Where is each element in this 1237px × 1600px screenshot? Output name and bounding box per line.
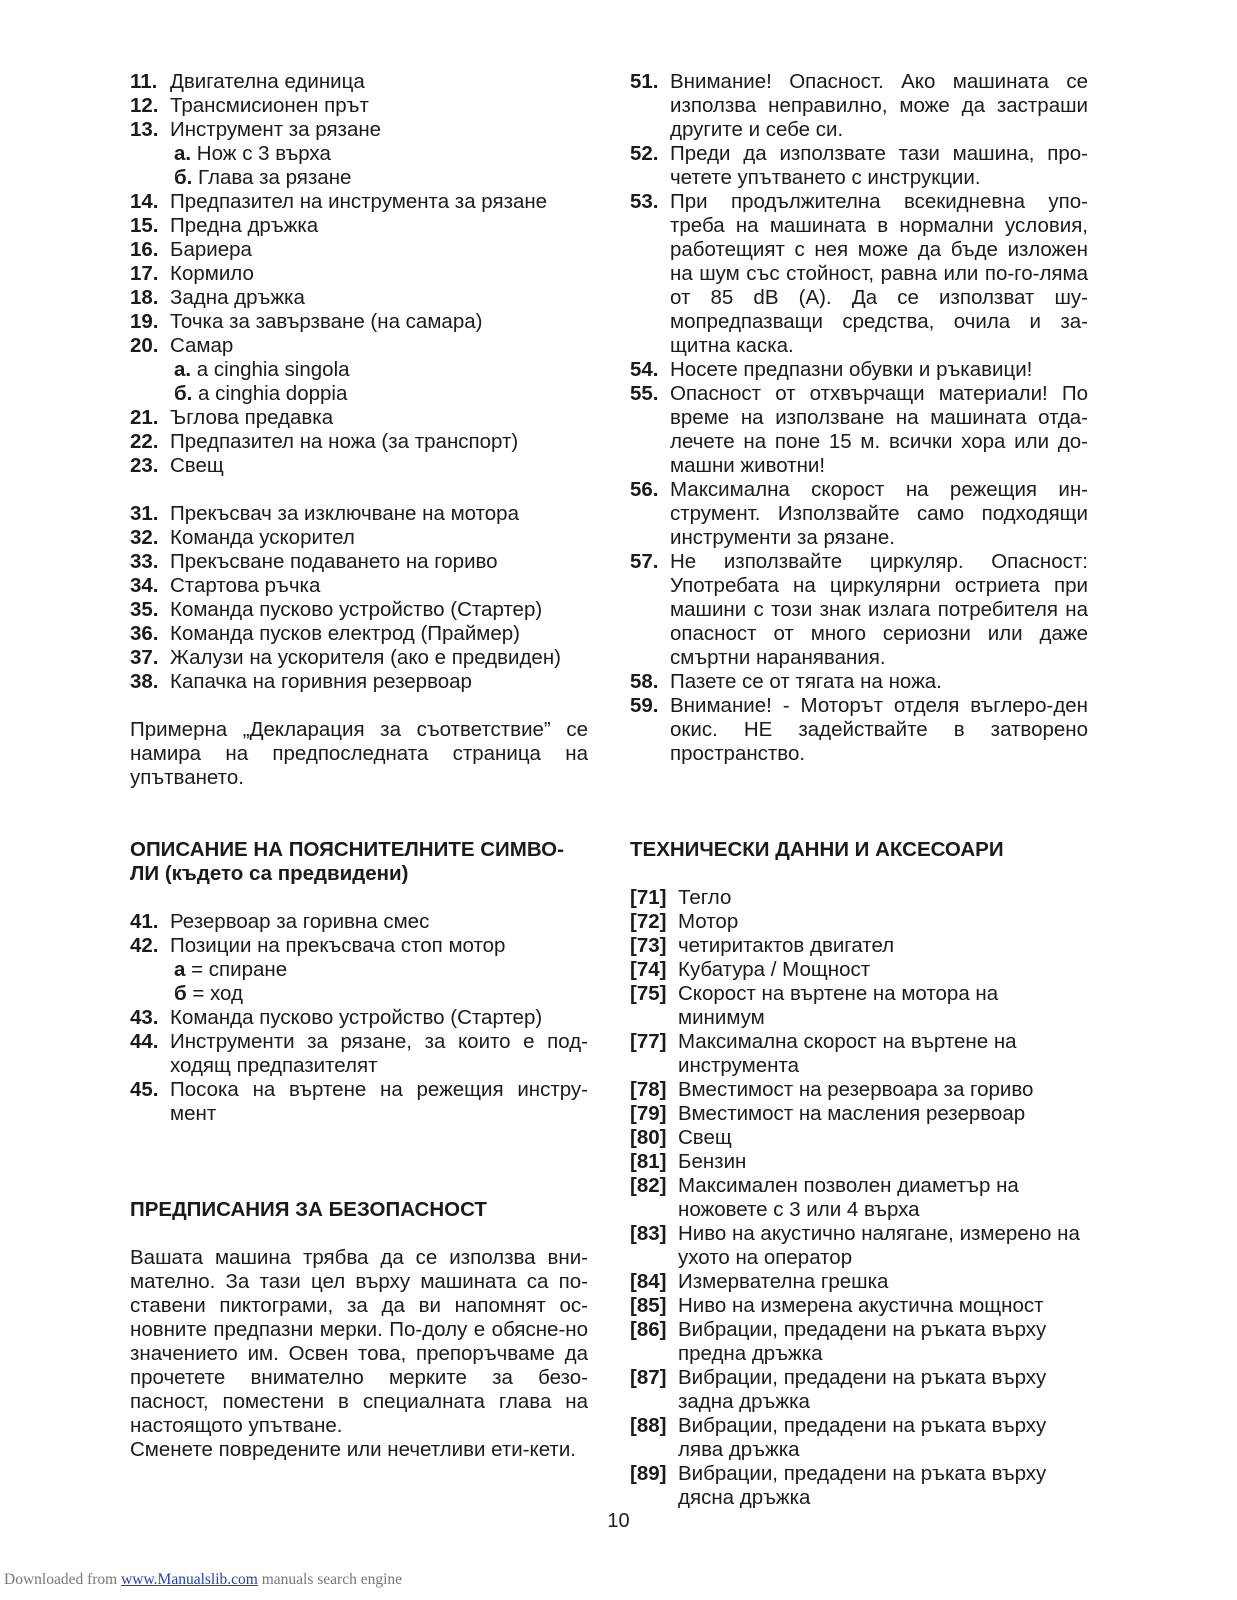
- parts-list-a: [130, 70, 588, 478]
- item-number: 16.: [130, 238, 159, 261]
- list-item: [630, 478, 1088, 550]
- sub-item: [130, 982, 588, 1006]
- item-number: [73]: [630, 934, 667, 957]
- sub-item-mark: б.: [174, 382, 193, 405]
- safety-heading: ПРЕДПИСАНИЯ ЗА БЕЗОПАСНОСТ: [130, 1198, 487, 1221]
- list-item: [130, 1006, 588, 1030]
- list-item: [630, 358, 1088, 382]
- list-item: [130, 118, 588, 142]
- list-item: [630, 1270, 1088, 1294]
- item-text: Вибрации, предадени на ръката върху предна дръжка: [678, 1318, 1047, 1365]
- item-number: [81]: [630, 1150, 667, 1173]
- list-item: [630, 1318, 1088, 1366]
- item-number: 13.: [130, 118, 159, 141]
- list-item: [630, 910, 1088, 934]
- item-text: Максимална скорост на въртене на инструмента: [678, 1030, 1017, 1077]
- item-text: Кормило: [170, 262, 254, 285]
- declaration-text: Примерна „Декларация за съответствие” се намира на предпоследната страница на упътването.: [130, 718, 588, 789]
- item-number: 38.: [130, 670, 159, 693]
- item-number: 21.: [130, 406, 159, 429]
- list-item: [630, 934, 1088, 958]
- footer-suffix: manuals search engine: [257, 1571, 403, 1588]
- item-number: [80]: [630, 1126, 667, 1149]
- list-item: [130, 934, 588, 958]
- item-text: Задна дръжка: [170, 286, 305, 309]
- item-text: Инструменти за рязане, за които е под-ходящ предпазителят: [170, 1030, 588, 1077]
- list-item: [630, 1462, 1088, 1510]
- item-text: Жалузи на ускорителя (ако е предвиден): [170, 646, 561, 669]
- item-text: Команда пусково устройство (Стартер): [170, 598, 543, 621]
- list-item: [630, 1174, 1088, 1222]
- item-text: Резервоар за горивна смес: [170, 910, 430, 933]
- sub-item-text: = спиране: [185, 958, 288, 981]
- list-item: [130, 190, 588, 214]
- item-number: 11.: [130, 70, 158, 93]
- item-text: Не използвайте циркуляр. Опасност: Употребата на циркулярни остриета при машини с този знак излага потребителя на опасност от много сериозни или даже смъртни наранявания.: [670, 550, 1088, 669]
- list-item: [130, 502, 588, 526]
- item-number: 58.: [630, 670, 659, 693]
- item-text: Свещ: [170, 454, 224, 477]
- item-text: Трансмисионен прът: [170, 94, 369, 117]
- item-number: [78]: [630, 1078, 667, 1101]
- sub-item-mark: б.: [174, 166, 193, 189]
- item-text: Стартова ръчка: [170, 574, 321, 597]
- item-number: 41.: [130, 910, 159, 933]
- item-text: Пазете се от тягата на ножа.: [670, 670, 942, 693]
- list-item: [630, 1294, 1088, 1318]
- list-item: [630, 1030, 1088, 1078]
- list-item: [130, 598, 588, 622]
- item-text: Посока на въртене на режещия инстру-мент: [170, 1078, 588, 1125]
- item-number: 43.: [130, 1006, 159, 1029]
- item-text: Вибрации, предадени на ръката върху задна дръжка: [678, 1366, 1047, 1413]
- item-number: 33.: [130, 550, 159, 573]
- item-number: [72]: [630, 910, 667, 933]
- item-text: Бариера: [170, 238, 252, 261]
- list-item: [630, 1102, 1088, 1126]
- download-footer: [4, 1571, 402, 1589]
- item-text: Свещ: [678, 1126, 732, 1149]
- parts-list-b: [130, 502, 588, 694]
- item-number: [85]: [630, 1294, 667, 1317]
- item-number: [86]: [630, 1318, 667, 1341]
- list-item: [130, 526, 588, 550]
- item-number: 37.: [130, 646, 159, 669]
- item-number: [84]: [630, 1270, 667, 1293]
- item-number: [89]: [630, 1462, 667, 1485]
- item-text: Опасност от отхвърчащи материали! По време на използване на машината отда-лечете на поне 15 м. всички хора или до-машни животни!: [670, 382, 1088, 477]
- item-text: Бензин: [678, 1150, 747, 1173]
- item-number: 55.: [630, 382, 659, 405]
- sub-item: [130, 958, 588, 982]
- list-item: [130, 238, 588, 262]
- item-text: Команда пусково устройство (Стартер): [170, 1006, 543, 1029]
- manualslib-link[interactable]: www.Manualslib.com: [121, 1571, 258, 1588]
- item-number: [82]: [630, 1174, 667, 1197]
- sub-item-text: a cinghia singola: [191, 358, 350, 381]
- item-number: 20.: [130, 334, 159, 357]
- item-text: Двигателна единица: [170, 70, 365, 93]
- list-item: [130, 430, 588, 454]
- sub-item-mark: б: [174, 982, 187, 1005]
- item-text: Ниво на измерена акустична мощност: [678, 1294, 1044, 1317]
- list-item: [630, 190, 1088, 358]
- list-item: [130, 310, 588, 334]
- list-item: [630, 670, 1088, 694]
- sub-item: [130, 166, 588, 190]
- item-text: Максимална скорост на режещия ин-струмент. Използвайте само подходящи инструменти за рязане.: [670, 478, 1088, 549]
- list-item: [130, 406, 588, 430]
- list-item: [130, 94, 588, 118]
- item-text: Измервателна грешка: [678, 1270, 889, 1293]
- list-item: [630, 1366, 1088, 1414]
- list-item: [130, 1030, 588, 1078]
- sub-item-mark: а.: [174, 358, 192, 381]
- list-item: [130, 454, 588, 478]
- symbols-heading: ОПИСАНИЕ НА ПОЯСНИТЕЛНИТЕ СИМВО-ЛИ (където са предвидени): [130, 838, 564, 885]
- warnings-list: [630, 70, 1088, 766]
- list-item: [630, 1126, 1088, 1150]
- tech-list: [630, 886, 1088, 1510]
- list-item: [630, 958, 1088, 982]
- item-text: Ъглова предавка: [170, 406, 334, 429]
- item-text: Ниво на акустично налягане, измерено на ухото на оператор: [678, 1222, 1080, 1269]
- safety-paragraph-2: Сменете повредените или нечетливи ети-кети.: [130, 1438, 576, 1461]
- sub-item: [130, 382, 588, 406]
- list-item: [130, 910, 588, 934]
- list-item: [130, 646, 588, 670]
- item-number: [88]: [630, 1414, 667, 1437]
- item-text: Команда ускорител: [170, 526, 355, 549]
- item-number: 57.: [630, 550, 659, 573]
- item-number: 34.: [130, 574, 159, 597]
- item-number: 17.: [130, 262, 159, 285]
- list-item: [130, 574, 588, 598]
- list-item: [630, 694, 1088, 766]
- item-text: При продължителна всекидневна упо-треба на машината в нормални условия, работещият с нея може да бъде изложен на шум със стойност, равна или по-го-ляма от 85 dB (A). Да се използват шу-мопредпазващи средства, очила и за-щитна каска.: [670, 190, 1088, 357]
- symbols-list: [130, 910, 588, 1126]
- item-text: Тегло: [678, 886, 732, 909]
- item-number: 54.: [630, 358, 659, 381]
- list-item: [130, 214, 588, 238]
- item-number: 35.: [130, 598, 159, 621]
- sub-item-mark: а: [174, 958, 186, 981]
- list-item: [630, 1150, 1088, 1174]
- list-item: [630, 382, 1088, 478]
- sub-item-text: Глава за рязане: [192, 166, 352, 189]
- list-item: [630, 982, 1088, 1030]
- item-text: четиритактов двигател: [678, 934, 895, 957]
- safety-paragraph-1: Вашата машина трябва да се използва вни-мателно. За тази цел върху машината са по-ставени пиктограми, за да ви напомнят ос-новните предпазни мерки. По-долу е обясне-но значението им. Освен това, препоръчваме да прочетете внимателно мерките за безо-пасност, поместени в специалната глава на настоящото упътване.: [130, 1246, 588, 1437]
- item-number: [74]: [630, 958, 667, 981]
- item-number: 42.: [130, 934, 159, 957]
- footer-prefix: Downloaded from: [4, 1571, 122, 1588]
- list-item: [130, 262, 588, 286]
- list-item: [130, 334, 588, 358]
- list-item: [630, 1414, 1088, 1462]
- item-number: 12.: [130, 94, 159, 117]
- item-number: 36.: [130, 622, 159, 645]
- list-item: [630, 142, 1088, 190]
- item-text: Кубатура / Мощност: [678, 958, 871, 981]
- item-text: Вибрации, предадени на ръката върху дясна дръжка: [678, 1462, 1047, 1509]
- item-text: Предпазител на инструмента за рязане: [170, 190, 548, 213]
- item-text: Команда пусков електрод (Праймер): [170, 622, 520, 645]
- item-number: 18.: [130, 286, 159, 309]
- item-text: Позиции на прекъсвача стоп мотор: [170, 934, 506, 957]
- item-text: Прекъсване подаването на гориво: [170, 550, 498, 573]
- item-number: 14.: [130, 190, 159, 213]
- item-number: 53.: [630, 190, 659, 213]
- item-text: Капачка на горивния резервоар: [170, 670, 472, 693]
- item-number: [77]: [630, 1030, 667, 1053]
- item-text: Вибрации, предадени на ръката върху лява дръжка: [678, 1414, 1047, 1461]
- item-number: 52.: [630, 142, 659, 165]
- list-item: [130, 670, 588, 694]
- list-item: [630, 886, 1088, 910]
- item-text: Предна дръжка: [170, 214, 319, 237]
- tech-heading: ТЕХНИЧЕСКИ ДАННИ И АКСЕСОАРИ: [630, 838, 1004, 861]
- item-text: Предпазител на ножа (за транспорт): [170, 430, 519, 453]
- item-number: 51.: [630, 70, 659, 93]
- item-text: Носете предпазни обувки и ръкавици!: [670, 358, 1033, 381]
- item-number: 44.: [130, 1030, 159, 1053]
- item-text: Вместимост на масления резервоар: [678, 1102, 1026, 1125]
- item-number: [75]: [630, 982, 667, 1005]
- item-number: 15.: [130, 214, 159, 237]
- sub-item-text: = ход: [186, 982, 243, 1005]
- item-number: 59.: [630, 694, 659, 717]
- item-text: Скорост на въртене на мотора на минимум: [678, 982, 999, 1029]
- item-number: [79]: [630, 1102, 667, 1125]
- item-text: Максимален позволен диаметър на ножовете с 3 или 4 върха: [678, 1174, 1019, 1221]
- item-text: Вместимост на резервоара за гориво: [678, 1078, 1034, 1101]
- item-text: Внимание! Опасност. Ако машината се използва неправилно, може да застраши другите и себе си.: [670, 70, 1088, 141]
- item-text: Точка за завързване (на самара): [170, 310, 483, 333]
- sub-item-text: Нож с 3 върха: [191, 142, 331, 165]
- list-item: [630, 70, 1088, 142]
- item-number: 19.: [130, 310, 159, 333]
- item-text: Мотор: [678, 910, 739, 933]
- sub-item-text: a cinghia doppia: [192, 382, 348, 405]
- item-number: 23.: [130, 454, 159, 477]
- item-number: [83]: [630, 1222, 667, 1245]
- item-number: 32.: [130, 526, 159, 549]
- list-item: [130, 1078, 588, 1126]
- list-item: [130, 622, 588, 646]
- item-number: [87]: [630, 1366, 667, 1389]
- list-item: [630, 1078, 1088, 1102]
- item-number: 45.: [130, 1078, 159, 1101]
- item-number: 22.: [130, 430, 159, 453]
- left-column: [130, 70, 588, 1462]
- list-item: [130, 286, 588, 310]
- item-text: Самар: [170, 334, 234, 357]
- sub-item-mark: а.: [174, 142, 192, 165]
- list-item: [630, 1222, 1088, 1270]
- sub-item: [130, 142, 588, 166]
- sub-item: [130, 358, 588, 382]
- list-item: [130, 70, 588, 94]
- list-item: [130, 550, 588, 574]
- item-number: 31.: [130, 502, 159, 525]
- item-number: [71]: [630, 886, 667, 909]
- page-number: 10: [607, 1510, 630, 1532]
- item-text: Прекъсвач за изключване на мотора: [170, 502, 519, 525]
- item-text: Внимание! - Моторът отделя въглеро-ден окис. НЕ задействайте в затворено пространство.: [670, 694, 1088, 765]
- item-text: Преди да използвате тази машина, про-четете упътването с инструкции.: [670, 142, 1088, 189]
- item-text: Инструмент за рязане: [170, 118, 382, 141]
- item-number: 56.: [630, 478, 659, 501]
- list-item: [630, 550, 1088, 670]
- right-column: [630, 70, 1088, 1510]
